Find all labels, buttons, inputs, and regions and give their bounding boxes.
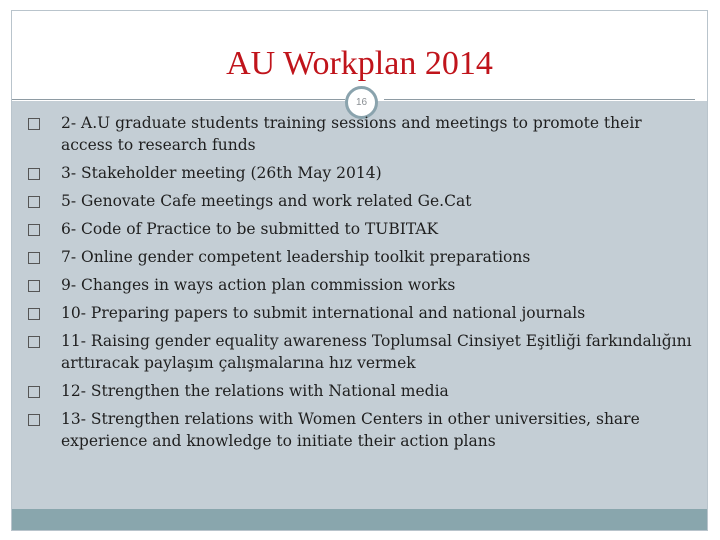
list-item: [28, 246, 692, 268]
list-item: [28, 380, 692, 402]
checkbox-outline-icon: [28, 386, 40, 398]
list-item: [28, 190, 692, 212]
footer-bar: [12, 509, 707, 530]
list-item: [28, 408, 692, 452]
checkbox-outline-icon: [28, 336, 40, 348]
list-item: [28, 274, 692, 296]
list-item-text: 10- Preparing papers to submit international and national journals: [61, 304, 586, 322]
list-item: [28, 302, 692, 324]
list-item: [28, 218, 692, 240]
checkbox-outline-icon: [28, 252, 40, 264]
checkbox-outline-icon: [28, 224, 40, 236]
list-item-text: 5- Genovate Cafe meetings and work related Ge.Cat: [61, 192, 472, 210]
page-number-badge: 16: [345, 86, 378, 119]
checkbox-outline-icon: [28, 196, 40, 208]
checkbox-outline-icon: [28, 118, 40, 130]
checkbox-outline-icon: [28, 280, 40, 292]
list-item-text: 7- Online gender competent leadership toolkit preparations: [61, 248, 531, 266]
list-item-text: 13- Strengthen relations with Women Centers in other universities, share experience and knowledge to initiate their action plans: [61, 410, 640, 450]
checkbox-outline-icon: [28, 414, 40, 426]
list-item-text: 2- A.U graduate students training sessions and meetings to promote their access to research funds: [61, 114, 642, 154]
list-item-text: 3- Stakeholder meeting (26th May 2014): [61, 164, 382, 182]
list-item-text: 9- Changes in ways action plan commission works: [61, 276, 456, 294]
divider-left: [12, 99, 345, 100]
checkbox-outline-icon: [28, 308, 40, 320]
checkbox-outline-icon: [28, 168, 40, 180]
list-item: [28, 330, 692, 374]
list-item-text: 11- Raising gender equality awareness Toplumsal Cinsiyet Eşitliği farkındalığını arttıracak paylaşım çalışmalarına hız vermek: [61, 332, 692, 372]
list-item-text: 6- Code of Practice to be submitted to TUBITAK: [61, 220, 439, 238]
bullet-list: [28, 112, 692, 458]
slide-title: AU Workplan 2014: [226, 45, 493, 82]
list-item: [28, 162, 692, 184]
divider-right: [384, 99, 695, 100]
list-item: [28, 112, 692, 156]
list-item-text: 12- Strengthen the relations with National media: [61, 382, 449, 400]
